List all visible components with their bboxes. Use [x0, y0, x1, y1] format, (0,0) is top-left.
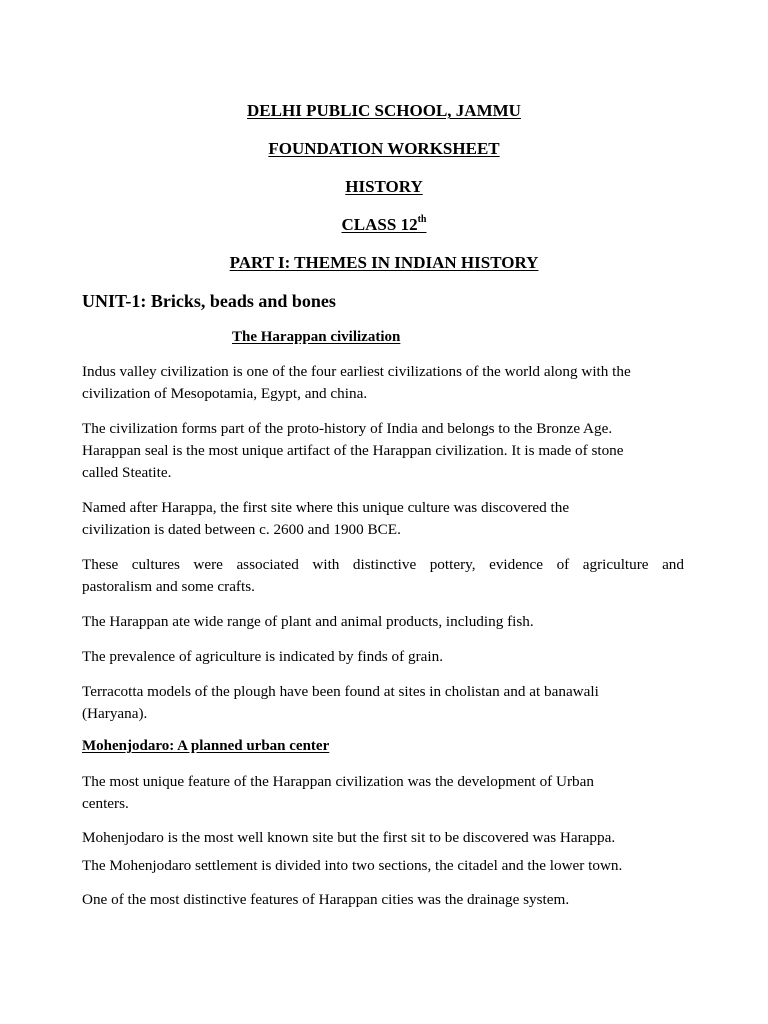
paragraph-line: Terracotta models of the plough have been found at sites in cholistan and at banawali	[82, 683, 599, 700]
paragraph-line: The Harappan ate wide range of plant and animal products, including fish.	[82, 613, 534, 630]
paragraph	[82, 361, 684, 405]
class-label: CLASS 12	[341, 215, 418, 234]
paragraph-line: The prevalence of agriculture is indicated by finds of grain.	[82, 648, 443, 665]
school-name-heading: DELHI PUBLIC SCHOOL, JAMMU	[247, 101, 521, 120]
paragraph	[82, 418, 684, 484]
paragraph	[82, 889, 684, 911]
paragraph-line: civilization is dated between c. 2600 and 1900 BCE.	[82, 521, 401, 538]
paragraph-line: centers.	[82, 795, 129, 812]
paragraph-line: pastoralism and some crafts.	[82, 578, 255, 595]
paragraph-line: One of the most distinctive features of Harappan cities was the drainage system.	[82, 891, 570, 908]
paragraph-line: Indus valley civilization is one of the four earliest civilizations of the world along with the	[82, 363, 631, 380]
paragraph-line: These cultures were associated with distinctive pottery, evidence of agriculture and	[82, 556, 684, 573]
worksheet-title-heading: FOUNDATION WORKSHEET	[268, 139, 500, 158]
paragraph-line: The most unique feature of the Harappan civilization was the development of Urban	[82, 773, 594, 790]
class-suffix: th	[417, 214, 427, 225]
paragraph-line: called Steatite.	[82, 464, 172, 481]
subject-heading: HISTORY	[345, 177, 423, 196]
paragraph-line: Mohenjodaro is the most well known site but the first sit to be discovered was Harappa.	[82, 829, 616, 846]
section-title-mohenjodaro: Mohenjodaro: A planned urban center	[82, 738, 330, 754]
paragraph-line: Harappan seal is the most unique artifact of the Harappan civilization. It is made of stone	[82, 442, 624, 459]
part-heading: PART I: THEMES IN INDIAN HISTORY	[229, 253, 539, 272]
paragraph-line: The civilization forms part of the proto-history of India and belongs to the Bronze Age.	[82, 420, 613, 437]
section-title-harappan: The Harappan civilization	[232, 329, 401, 345]
unit-title: UNIT-1: Bricks, beads and bones	[82, 291, 336, 311]
paragraph	[82, 827, 684, 849]
paragraph-line: The Mohenjodaro settlement is divided into two sections, the citadel and the lower town.	[82, 857, 623, 874]
paragraph	[82, 855, 684, 877]
paragraph	[82, 681, 684, 725]
paragraph	[82, 497, 684, 541]
paragraph-line: (Haryana).	[82, 705, 148, 722]
paragraph-line: Named after Harappa, the first site where this unique culture was discovered the	[82, 499, 570, 516]
class-heading	[0, 215, 768, 235]
paragraph-line: civilization of Mesopotamia, Egypt, and china.	[82, 385, 368, 402]
paragraph	[82, 554, 684, 598]
paragraph	[82, 646, 684, 668]
paragraph	[82, 771, 684, 815]
paragraph	[82, 611, 684, 633]
